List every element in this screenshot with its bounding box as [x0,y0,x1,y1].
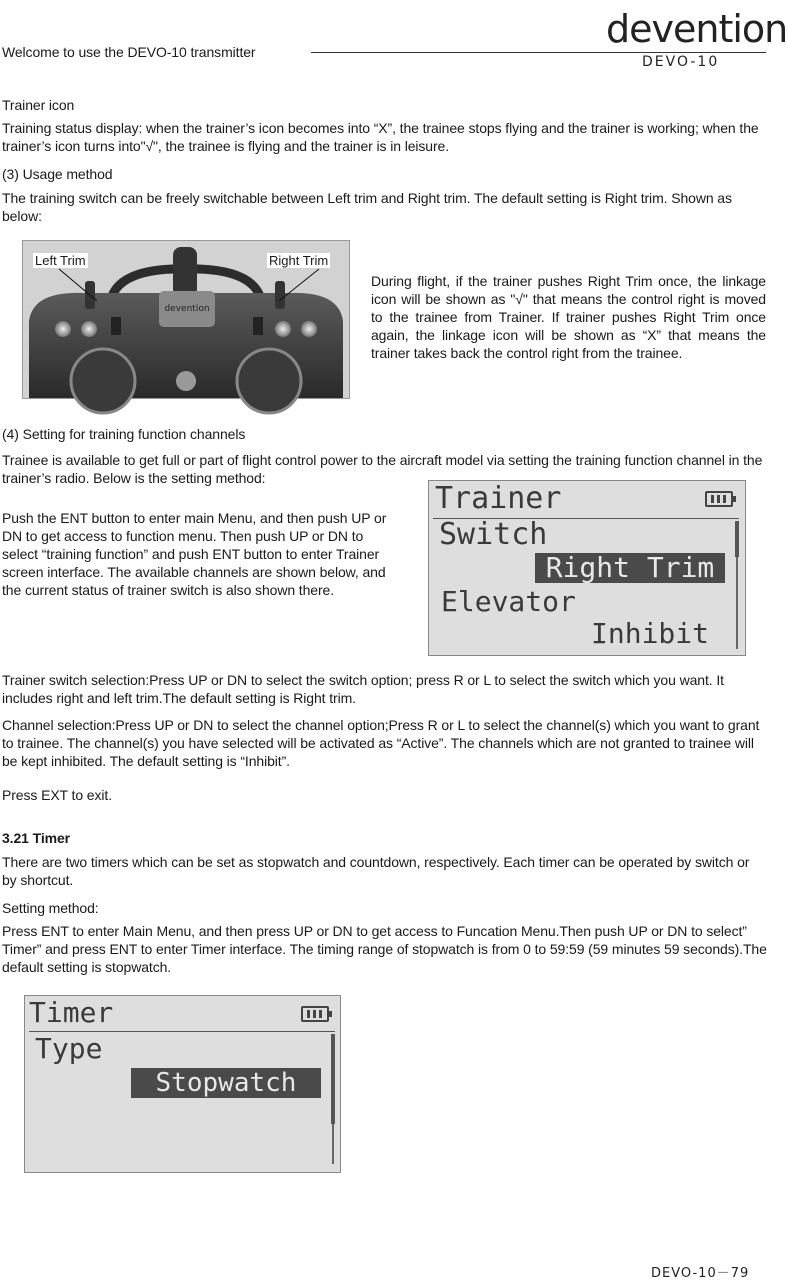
header-title: Welcome to use the DEVO-10 transmitter [2,44,256,60]
trainer-icon-heading: Trainer icon [2,97,75,113]
training-status-text: Training status display: when the trainer’s icon becomes into “X”, the trainee stops flying and the trainer is working; when the trainer’s icon turns into"√", the trainee is flying and the trainer is in leisure. [2,120,759,154]
lcd-timer-scroll-track [332,1124,334,1164]
photo-label-right: Right Trim [269,253,329,268]
lcd-elevator-value[interactable]: Inhibit [591,617,710,650]
push-ent-text: Push the ENT button to enter main Menu, and then push UP or DN to get access to function menu. Then push UP or DN to select “training function” and push ENT button to enter Trainer screen interface. The available channels are shown below, and the current status of trainer switch is also shown there. [2,510,387,598]
photo-label-left: Left Trim [35,253,86,268]
during-flight-text: During flight, if the trainer pushes Right Trim once, the linkage icon will be shown as "√" that means the control right is moved to the trainee from Trainer. If trainer pushes Right Trim once again, the linkage icon will be shown as “X” that means the trainer takes back the control right from the trainee. [371,273,766,361]
logo-model: DEVO-10 [642,54,720,70]
trainer-switch-selection-text: Trainer switch selection:Press UP or DN to select the switch option; press R or L to select the switch which you want. It includes right and left trim.The default setting is Right trim. [2,672,724,706]
transmitter-photo [22,240,350,399]
setting-heading: (4) Setting for training function channels [2,426,246,442]
channel-selection-text: Channel selection:Press UP or DN to select the channel option;Press R or L to select the channel(s) which you want to grant to trainee. The channel(s) you have selected will be activated as “Active”. The channels which are not granted to trainee will be kept inhibited. The default setting is “Inhibit”. [2,717,760,769]
lcd-timer-title: Timer [29,996,114,1029]
usage-heading: (3) Usage method [2,166,113,182]
lcd-switch-value[interactable]: Right Trim [535,553,725,583]
lcd-type-label: Type [35,1032,103,1065]
timer-heading: 3.21 Timer [2,830,71,846]
timer-method-text: Press ENT to enter Main Menu, and then press UP or DN to get access to Funcation Menu.Then push UP or DN to select” Timer” and press ENT to enter Timer interface. The timing range of stopwatch is from 0 to 59:59 (59 minutes 59 seconds).The default setting is stopwatch. [2,923,767,975]
lcd-title: Trainer [435,481,562,516]
press-ext-text: Press EXT to exit. [2,787,112,803]
lcd-scroll-track [736,557,738,649]
lcd-type-value[interactable]: Stopwatch [131,1068,321,1098]
brand-logo [606,0,787,76]
timer-text: There are two timers which can be set as stopwatch and countdown, respectively. Each timer can be operated by switch or by shortcut. [2,854,750,888]
lcd-switch-label: Switch [439,517,548,552]
lcd-scrollbar [735,521,739,557]
setting-text: Trainee is available to get full or part of flight control power to the aircraft model via setting the training function channel in the trainer’s radio. Below is the setting method: [2,452,763,486]
trainer-lcd-screen [428,480,746,656]
logo-wordmark: devention [606,7,787,51]
setting-method-text: Setting method: [2,900,99,916]
timer-lcd-screen [24,995,341,1173]
usage-text: The training switch can be freely switchable between Left trim and Right trim. The default setting is Right trim. Shown as below: [2,190,732,224]
lcd-timer-scrollbar [331,1034,335,1124]
photo-brand: devention [164,304,210,314]
battery-icon [705,491,733,507]
page-number: DEVO-10－79 [651,1266,750,1281]
battery-icon [301,1006,329,1022]
lcd-elevator-label: Elevator [441,585,576,618]
